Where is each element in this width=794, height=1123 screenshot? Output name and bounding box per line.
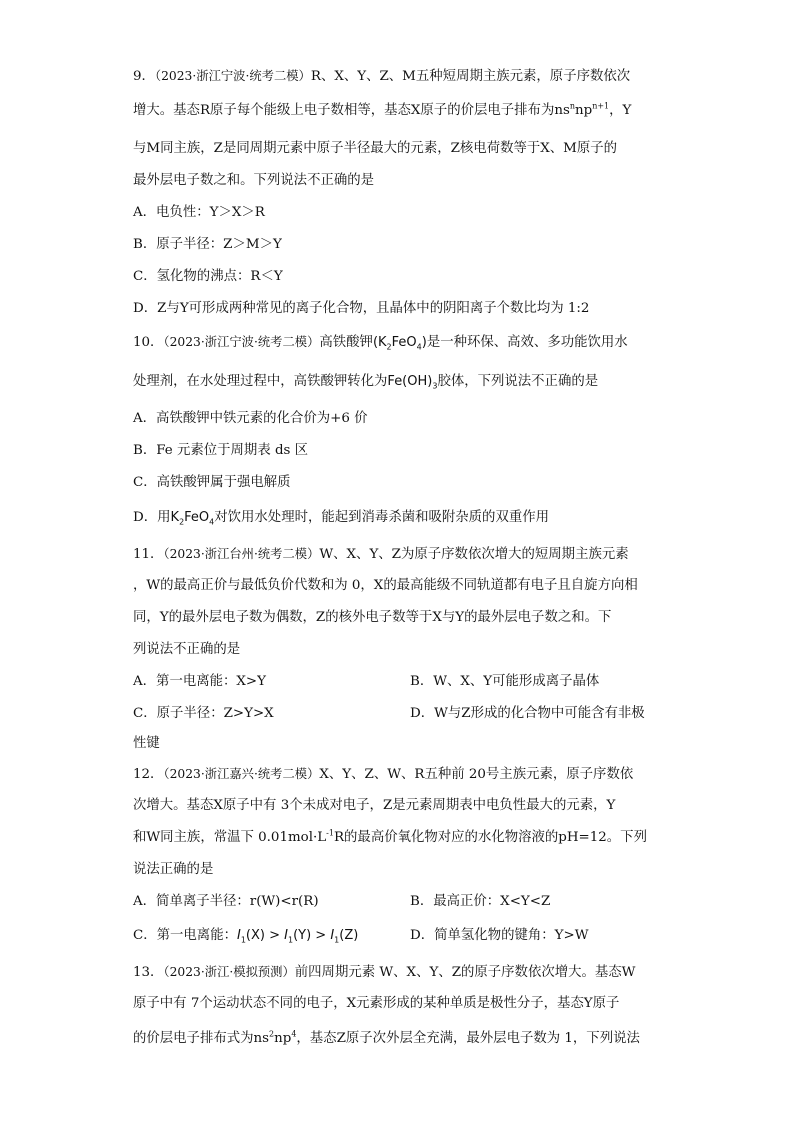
q9-line-1: 9．（2023·浙江宁波·统考二模）R、X、Y、Z、M五种短周期主族元素，原子序数依次: [133, 69, 631, 84]
q11-line-2: ，W的最高正价与最低负价代数和为 0，X的最高能级不同轨道都有电子且自旋方向相: [133, 578, 638, 593]
q11-line-3: 同，Y的最外层电子数为偶数，Z的核外电子数等于X与Y的最外层电子数之和。下: [133, 610, 612, 625]
q12-option-c: C．第一电离能：$I_1(X) > I_1(Y) > I_1(Z)$: [133, 928, 359, 945]
q12-option-b: B．最高正价：X<Y<Z: [410, 894, 551, 909]
question-source: （2023·浙江·模拟预测）: [163, 965, 295, 979]
formula-ionization: $I_1(X) > I_1(Y) > I_1(Z)$: [236, 928, 359, 945]
q10-option-a: A．高铁酸钾中铁元素的化合价为+6 价: [133, 411, 368, 426]
question-number: 9．: [133, 69, 155, 84]
q9-option-d: D．Z与Y可形成两种常见的离子化合物，且晶体中的阴阳离子个数比均为 1:2: [133, 301, 590, 316]
q9-option-a: A．电负性：Y＞X＞R: [133, 205, 265, 220]
q11-line-4: 列说法不正确的是: [133, 642, 241, 657]
q10-option-c: C．高铁酸钾属于强电解质: [133, 475, 291, 490]
q10-line-2: 处理剂，在水处理过程中，高铁酸钾转化为$Fe(OH)_3$胶体，下列说法不正确的是: [133, 374, 599, 391]
q12-line-1: 12．（2023·浙江嘉兴·统考二模）X、Y、Z、W、R五种前 20号主族元素，原子序数依: [133, 767, 634, 782]
q9-line-3: 与M同主族，Z是同周期元素中原子半径最大的元素，Z核电荷数等于X、M原子的: [133, 141, 618, 156]
question-source: （2023·浙江嘉兴·统考二模）: [163, 767, 320, 781]
q12-option-a: A．简单离子半径：r(W)<r(R): [133, 894, 319, 909]
question-number: 10．: [133, 335, 164, 350]
q10-line-1: 10．（2023·浙江宁波·统考二模）高铁酸钾$(K_2FeO_4)$是一种环保、高效、多功能饮用水: [133, 335, 628, 352]
q12-line-3: 和W同主族，常温下 $0.01mol\cdot L^{-1}R$的最高价氧化物对应的水化物溶液的pH=12。下列: [133, 828, 647, 845]
q9-line-4: 最外层电子数之和。下列说法不正确的是: [133, 173, 375, 188]
q10-option-b: B．Fe 元素位于周期表 ds 区: [133, 443, 309, 458]
q11-option-d-cont: 性键: [133, 736, 160, 751]
q13-line-3: 的价层电子排布式为$ns^2np^4$，基态Z原子次外层全充满，最外层电子数为 1，下列说法: [133, 1029, 640, 1046]
formula-k2feo4: $(K_2FeO_4)$: [372, 335, 427, 352]
question-number: 11．: [133, 547, 164, 562]
q13-line-1: 13．（2023·浙江·模拟预测）前四周期元素 W、X、Y、Z的原子序数依次增大。基态W: [133, 965, 636, 980]
q9-line-2: 增大。基态R原子每个能级上电子数相等，基态X原子的价层电子排布为$ns^nnp^{n+1}$，Y: [133, 101, 632, 118]
q12-line-2: 次增大。基态X原子中有 3个未成对电子，Z是元素周期表中电负性最大的元素，Y: [133, 798, 616, 813]
q11-option-c: C．原子半径：Z>Y>X: [133, 706, 274, 721]
question-source: （2023·浙江宁波·统考二模）: [163, 335, 320, 349]
q12-option-d: D．简单氢化物的键角：Y>W: [410, 928, 589, 943]
formula-k2feo4: $K_2FeO_4$: [170, 510, 215, 527]
q11-option-d: D．W与Z形成的化合物中可能含有非极: [410, 706, 645, 721]
question-number: 12．: [133, 767, 164, 782]
question-source: （2023·浙江宁波·统考二模）: [154, 69, 311, 83]
q13-line-2: 原子中有 7个运动状态不同的电子，X元素形成的某种单质是极性分子，基态Y原子: [133, 996, 620, 1011]
question-number: 13．: [133, 965, 164, 980]
q10-option-d: D．用$K_2FeO_4$对饮用水处理时，能起到消毒杀菌和吸附杂质的双重作用: [133, 510, 550, 527]
q12-line-4: 说法正确的是: [133, 862, 214, 877]
q9-option-b: B．原子半径：Z＞M＞Y: [133, 237, 282, 252]
q9-option-c: C．氢化物的沸点：R＜Y: [133, 269, 283, 284]
formula-feoh3: $Fe(OH)_3$: [387, 374, 438, 391]
q11-line-1: 11．（2023·浙江台州·统考二模）W、X、Y、Z为原子序数依次增大的短周期主族元素: [133, 547, 629, 562]
q11-option-b: B．W、X、Y可能形成离子晶体: [410, 674, 600, 689]
q11-option-a: A．第一电离能：X>Y: [133, 674, 266, 689]
question-source: （2023·浙江台州·统考二模）: [163, 547, 320, 561]
